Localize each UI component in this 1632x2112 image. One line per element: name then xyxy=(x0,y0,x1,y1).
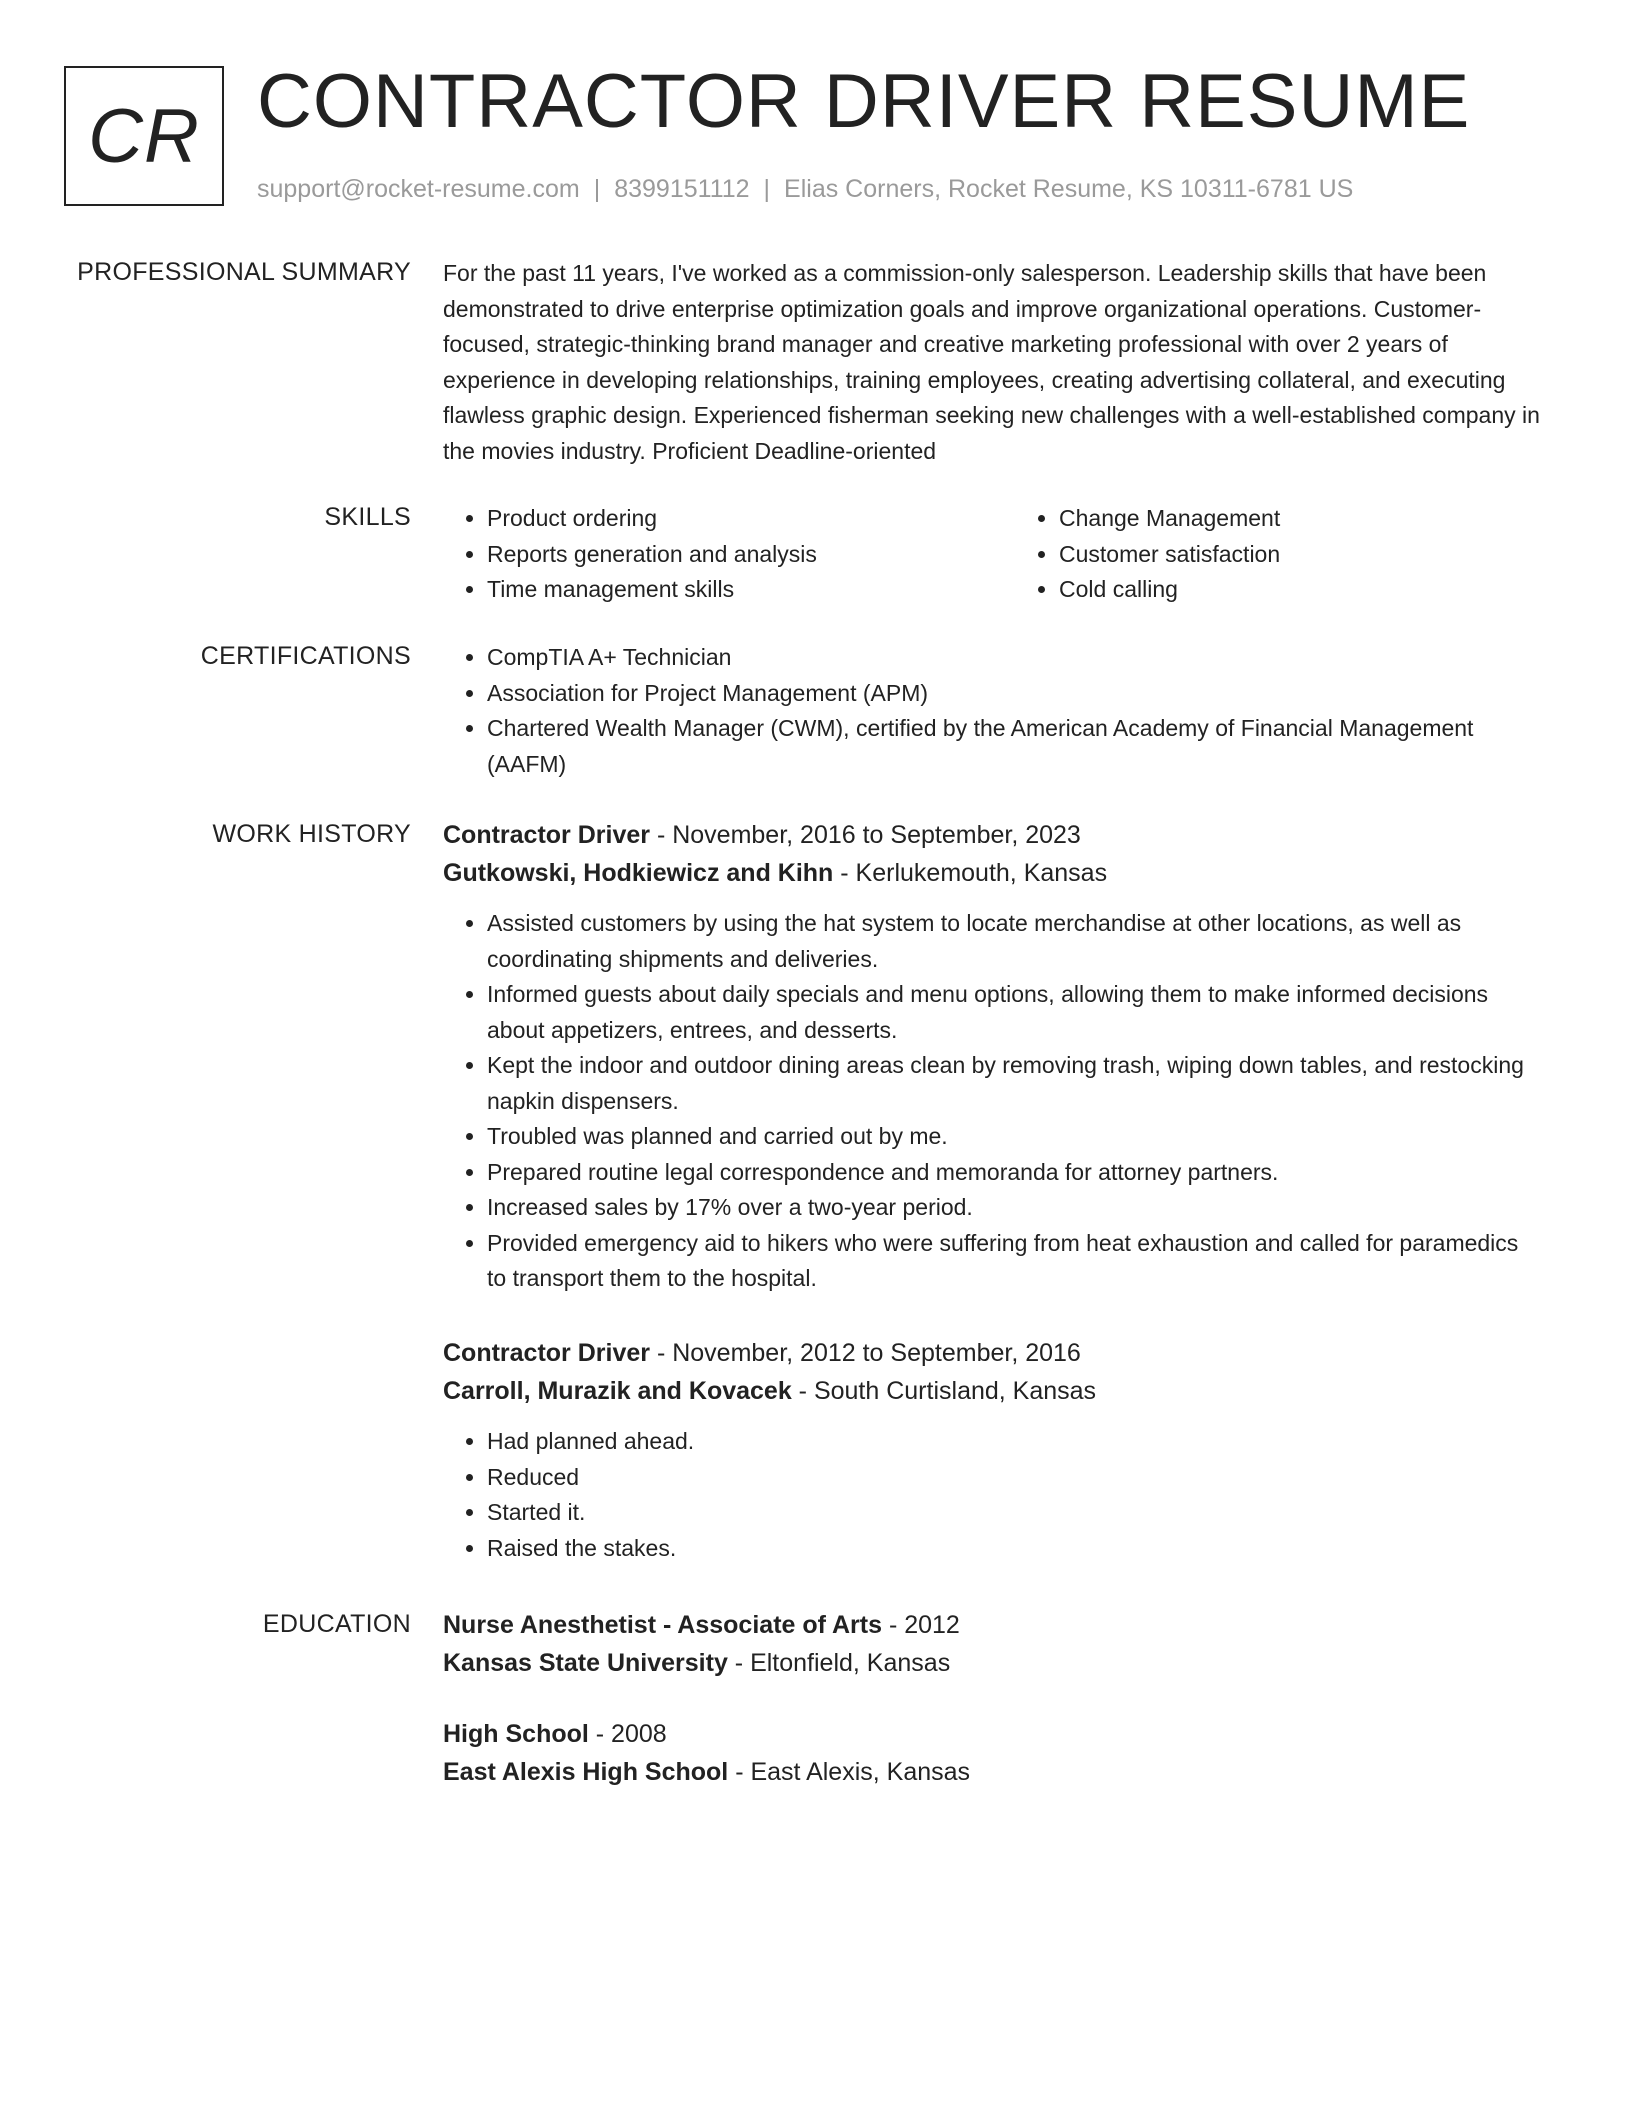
education-school-line xyxy=(443,1753,1543,1791)
job-duty-item: • Informed guests about daily specials and menu options, allowing them to make informed decisions about appetizers, entrees, and desserts. xyxy=(487,977,1543,1048)
education-school-line xyxy=(443,1644,1543,1682)
job-entry xyxy=(443,816,1543,1297)
education-degree: Nurse Anesthetist - Associate of Arts xyxy=(443,1611,882,1639)
job-duties-list xyxy=(443,906,1543,1297)
job-company: Gutkowski, Hodkiewicz and Kihn xyxy=(443,859,834,887)
education-degree: High School xyxy=(443,1720,589,1748)
section-label-summary: PROFESSIONAL SUMMARY xyxy=(77,258,411,286)
job-title-line xyxy=(443,1334,1543,1372)
certification-item: • Chartered Wealth Manager (CWM), certified by the American Academy of Financial Management (AAFM) xyxy=(487,711,1543,782)
skills-list-right xyxy=(1015,501,1543,608)
job-title: Contractor Driver xyxy=(443,1339,650,1367)
certification-item: • Association for Project Management (APM) xyxy=(487,676,1543,712)
monogram-badge: CR xyxy=(64,66,224,206)
section-label-certifications: CERTIFICATIONS xyxy=(200,642,411,670)
job-entry xyxy=(443,1334,1543,1566)
contact-phone: 8399151112 xyxy=(614,175,750,203)
education-location: - East Alexis, Kansas xyxy=(728,1758,971,1786)
job-duty-item: • Prepared routine legal correspondence and memoranda for attorney partners. xyxy=(487,1155,1543,1191)
skill-item: • Customer satisfaction xyxy=(1059,537,1543,573)
section-label-skills: SKILLS xyxy=(324,503,411,531)
skills-list-left xyxy=(443,501,971,608)
job-duty-item: • Raised the stakes. xyxy=(487,1531,1543,1567)
education-entry xyxy=(443,1606,1543,1682)
summary-section xyxy=(443,256,1543,469)
skill-item: • Reports generation and analysis xyxy=(487,537,971,573)
section-label-education: EDUCATION xyxy=(262,1610,411,1638)
contact-line xyxy=(257,174,1353,204)
job-title: Contractor Driver xyxy=(443,821,650,849)
contact-separator: | xyxy=(593,175,601,203)
job-company: Carroll, Murazik and Kovacek xyxy=(443,1377,792,1405)
job-duty-item: • Provided emergency aid to hikers who were suffering from heat exhaustion and called for paramedics to transport them to the hospital. xyxy=(487,1226,1543,1297)
job-duty-item: • Had planned ahead. xyxy=(487,1424,1543,1460)
skills-section xyxy=(443,501,1543,608)
skill-item: • Cold calling xyxy=(1059,572,1543,608)
contact-email: support@rocket-resume.com xyxy=(257,175,580,203)
job-duty-item: • Troubled was planned and carried out by me. xyxy=(487,1119,1543,1155)
education-year: - 2012 xyxy=(882,1611,960,1639)
certification-item: • CompTIA A+ Technician xyxy=(487,640,1543,676)
job-location: - South Curtisland, Kansas xyxy=(791,1377,1097,1405)
education-degree-line xyxy=(443,1606,1543,1644)
job-dates: - November, 2012 to September, 2016 xyxy=(650,1339,1081,1367)
skill-item: • Change Management xyxy=(1059,501,1543,537)
job-duties-list xyxy=(443,1424,1543,1566)
education-school: Kansas State University xyxy=(443,1649,728,1677)
job-company-line xyxy=(443,854,1543,892)
job-company-line xyxy=(443,1372,1543,1410)
job-duty-item: • Started it. xyxy=(487,1495,1543,1531)
job-duty-item: • Reduced xyxy=(487,1460,1543,1496)
skill-item: • Time management skills xyxy=(487,572,971,608)
education-year: - 2008 xyxy=(588,1720,667,1748)
job-dates: - November, 2016 to September, 2023 xyxy=(650,821,1081,849)
section-label-work-history: WORK HISTORY xyxy=(212,820,411,848)
contact-separator: | xyxy=(763,175,771,203)
certifications-section xyxy=(443,640,1543,782)
certifications-list xyxy=(443,640,1543,782)
job-duty-item: • Kept the indoor and outdoor dining areas clean by removing trash, wiping down tables, and restocking napkin dispensers. xyxy=(487,1048,1543,1119)
education-location: - Eltonfield, Kansas xyxy=(727,1649,951,1677)
job-duty-item: • Assisted customers by using the hat system to locate merchandise at other locations, as well as coordinating shipments and deliveries. xyxy=(487,906,1543,977)
page-title: CONTRACTOR DRIVER RESUME xyxy=(257,59,1471,144)
education-degree-line xyxy=(443,1715,1543,1753)
education-entry xyxy=(443,1715,1543,1791)
job-location: - Kerlukemouth, Kansas xyxy=(833,859,1108,887)
contact-address: Elias Corners, Rocket Resume, KS 10311-6781 US xyxy=(784,175,1354,203)
job-title-line xyxy=(443,816,1543,854)
education-school: East Alexis High School xyxy=(443,1758,729,1786)
skill-item: • Product ordering xyxy=(487,501,971,537)
summary-text: For the past 11 years, I've worked as a commission-only salesperson. Leadership skills that have been demonstrated to drive enterprise optimization goals and improve organizational operations. Customer-focused, strategic-thinking brand manager and creative marketing professional with over 2 years of experience in developing relationships, training employees, creating advertising collateral, and executing flawless graphic design. Experienced fisherman seeking new challenges with a well-established company in the movies industry. Proficient Deadline-oriented xyxy=(443,260,1540,464)
job-duty-item: • Increased sales by 17% over a two-year period. xyxy=(487,1190,1543,1226)
skills-grid xyxy=(443,501,1543,608)
